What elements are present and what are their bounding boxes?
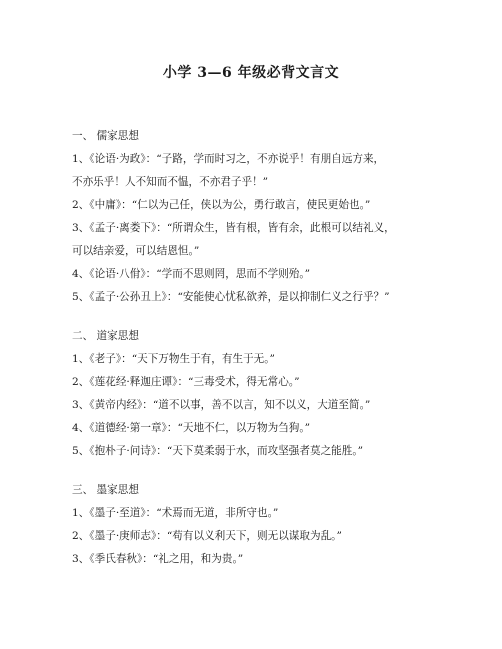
text-line: 3、《黄帝内经》：“道不以事，善不以言，知不以义，大道至简。” xyxy=(72,399,371,411)
text-line: 5、《抱朴子·问诗》：“天下莫柔弱于水，而攻坚强者莫之能胜。” xyxy=(72,445,364,457)
text-line: 2、《莲花经·释迦庄谭》：“三毒受术，得无常心。” xyxy=(72,376,300,388)
text-line: 1、《论语·为政》：“子路，学而时习之，不亦说乎！有朋自远方来， xyxy=(72,153,385,165)
text-line: 4、《道德经·第一章》：“天地不仁，以万物为刍狗。” xyxy=(72,422,311,434)
section-heading-mohism: 三、 墨家思想 xyxy=(72,484,139,496)
text-line: 2、《中庸》：“仁以为己任，侠以为公，勇行敢言，使民更始也。” xyxy=(72,199,371,211)
text-line: 1、《墨子·至道》：“术焉而无道，非所守也。” xyxy=(72,507,279,519)
section-heading-confucianism: 一、 儒家思想 xyxy=(72,130,139,142)
document-title: 小学 3—6 年级必背文言文 xyxy=(162,65,340,81)
text-line: 3、《季氏春秋》：“礼之用，和为贵。” xyxy=(72,553,244,565)
text-line: 4、《论语·八佾》：“学而不思则罔，思而不学则殆。” xyxy=(72,268,311,280)
text-line: 3、《孟子·离娄下》：“所谓众生，皆有根，皆有余，此根可以结礼义， xyxy=(72,222,395,234)
text-line: 可以结亲爱，可以结恩怛。” xyxy=(72,245,200,257)
text-line: 不亦乐乎！人不知而不愠，不亦君子乎！” xyxy=(72,176,269,188)
section-heading-taoism: 二、 道家思想 xyxy=(72,330,139,342)
text-line: 2、《墨子·庚师志》：“苟有以义利天下，则无以谋取为乱。” xyxy=(72,530,342,542)
text-line: 1、《老子》：“天下万物生于有，有生于无。” xyxy=(72,353,275,365)
text-line: 5、《孟子·公孙丑上》：“安能使心忧私欲养，是以抑制仁义之行乎？” xyxy=(72,291,390,303)
